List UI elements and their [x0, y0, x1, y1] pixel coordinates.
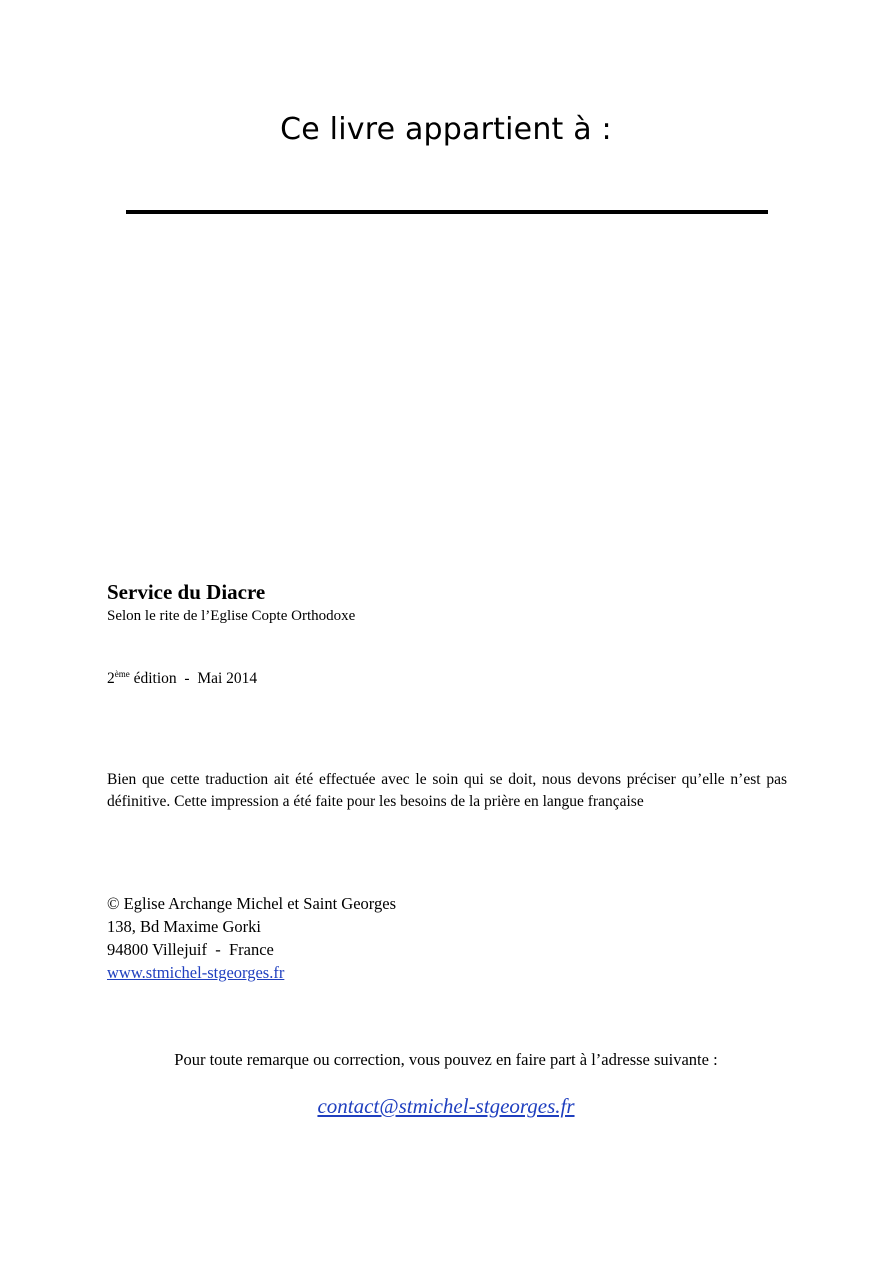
edition-suffix: ème	[114, 669, 130, 679]
book-title: Service du Diacre	[107, 580, 266, 604]
contact-email-link[interactable]: contact@stmichel-stgeorges.fr	[317, 1094, 575, 1118]
edition-number: 2	[107, 670, 115, 687]
book-subtitle: Selon le rite de l’Eglise Copte Orthodoxe	[107, 608, 356, 624]
website-link[interactable]: www.stmichel-stgeorges.fr	[107, 963, 285, 982]
copyright-line: © Eglise Archange Michel et Saint Georges	[107, 894, 396, 913]
address-block	[107, 892, 396, 984]
edition-date: édition - Mai 2014	[129, 670, 258, 687]
contact-email-wrapper	[0, 1092, 892, 1120]
disclaimer-paragraph: Bien que cette traduction ait été effectuée avec le soin qui se doit, nous devons préciser qu’elle n’est pas définitive. Cette impression a été faite pour les besoins de la prière en langue française	[107, 771, 787, 810]
edition-line	[107, 668, 257, 690]
street-line: 138, Bd Maxime Gorki	[107, 917, 261, 936]
remark-text: Pour toute remarque ou correction, vous pouvez en faire part à l’adresse suivante :	[174, 1050, 718, 1069]
city-line: 94800 Villejuif - France	[107, 940, 274, 959]
owner-heading: Ce livre appartient à :	[280, 112, 612, 147]
owner-name-blank-line	[126, 210, 768, 214]
